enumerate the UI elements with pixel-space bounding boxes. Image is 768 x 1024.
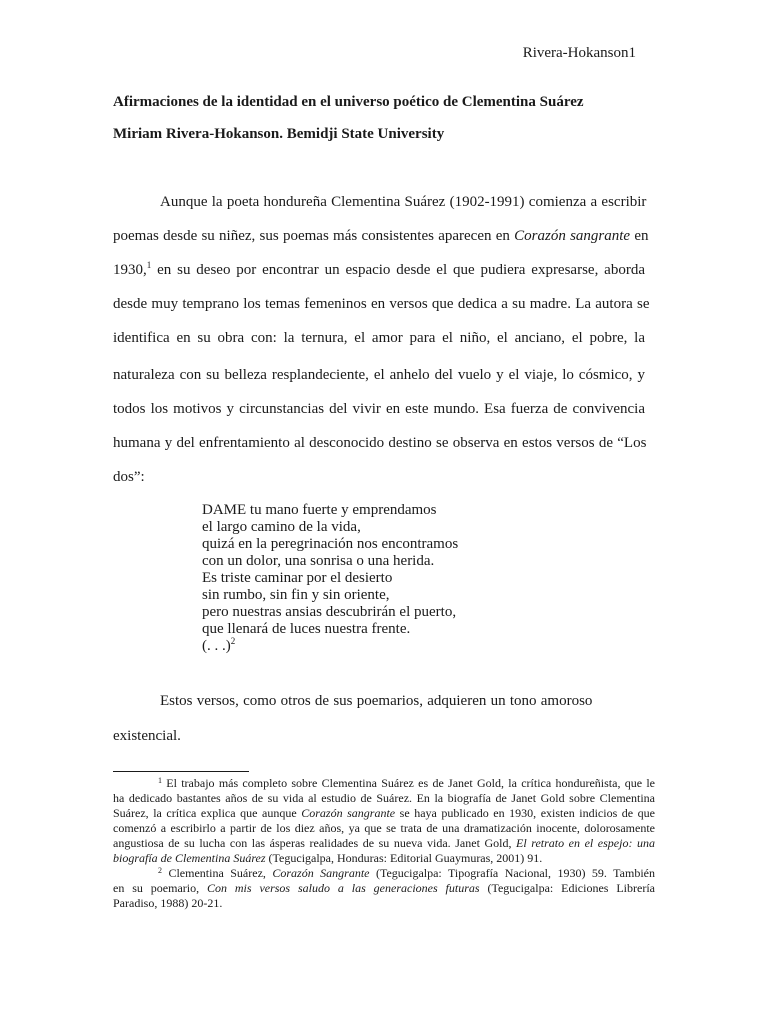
footnote-line: comenzó a escribirlo a partir de los diez años, ya que se trata de una dramatización inocente, dolorosamente [113, 821, 655, 835]
poem-line: sin rumbo, sin fin y sin oriente, [202, 587, 390, 603]
poem-line: DAME tu mano fuerte y emprendamos [202, 502, 437, 518]
ellipsis-text: (. . .) [202, 638, 231, 654]
book-title-italic: El retrato en el espejo: una [516, 836, 655, 850]
book-title-italic: Corazón Sangrante [272, 866, 370, 880]
text-line [113, 227, 649, 245]
footnote-ref-1[interactable]: 1 [146, 260, 152, 270]
text-line: naturaleza con su belleza resplandeciente, el anhelo del vuelo y el viaje, lo cósmico, y [113, 367, 645, 383]
footnote-line [113, 776, 655, 791]
article-title: Afirmaciones de la identidad en el universo poético de Clementina Suárez [113, 94, 584, 110]
poem-quote [202, 502, 458, 655]
text-line: existencial. [113, 728, 181, 744]
footnote-ref-2[interactable]: 2 [230, 636, 236, 646]
footnote-line [113, 806, 655, 821]
book-title-italic: Corazón sangrante [514, 228, 631, 244]
poem-line: pero nuestras ansias descubrirán el puerto, [202, 604, 457, 620]
book-title-italic: Con mis versos saludo a las generaciones futuras [206, 881, 480, 895]
poem-ellipsis [202, 638, 458, 655]
text-line: humana y del enfrentamiento al desconocido destino se observa en estos versos de “Los [113, 435, 647, 451]
footnote-line [113, 836, 655, 851]
poem-line: que llenará de luces nuestra frente. [202, 621, 411, 637]
text-run: 1930, [113, 262, 147, 278]
footnote-line [113, 881, 655, 896]
running-header: Rivera-Hokanson1 [522, 45, 636, 61]
book-title-italic: Corazón sangrante [301, 806, 396, 820]
footnote-line [113, 866, 655, 881]
author-affiliation: Miriam Rivera-Hokanson. Bemidji State University [113, 126, 445, 142]
text-run: Clementina Suárez, [162, 866, 273, 880]
text-line: dos”: [113, 469, 145, 485]
poem-line: el largo camino de la vida, [202, 519, 361, 535]
text-run: poemas desde su niñez, sus poemas más consistentes aparecen en [113, 228, 515, 244]
footnote-number: 1 [158, 776, 162, 785]
footnote-line: Paradiso, 1988) 20-21. [113, 896, 223, 910]
text-run: (Tegucigalpa, Honduras: Editorial Guaymuras, 2001) 91. [265, 851, 543, 865]
text-run: Suárez, la crítica explica que aunque [113, 806, 302, 820]
text-line: Aunque la poeta hondureña Clementina Suárez (1902-1991) comienza a escribir [160, 194, 647, 210]
poem-line: quizá en la peregrinación nos encontramos [202, 536, 459, 552]
poem-line: Es triste caminar por el desierto [202, 570, 393, 586]
footnote-line [113, 851, 542, 866]
footnote-line: ha dedicado bastantes años de su vida al estudio de Suárez. En la biografía de Janet Gold sobre Clementina [113, 791, 655, 805]
poem-line: con un dolor, una sonrisa o una herida. [202, 553, 435, 569]
text-line: identifica en su obra con: la ternura, el amor para el niño, el anciano, el pobre, la [113, 330, 645, 346]
text-run: se haya publicado en 1930, existen indicios de que [395, 806, 656, 820]
text-line: todos los motivos y circunstancias del vivir en este mundo. Esa fuerza de convivencia [113, 401, 645, 417]
text-run: en [630, 228, 649, 244]
book-title-italic: biografía de Clementina Suárez [113, 851, 266, 865]
text-run: (Tegucigalpa: Ediciones Librería [479, 881, 655, 895]
text-run: en su deseo por encontrar un espacio desde el que pudiera expresarse, aborda [151, 262, 645, 278]
text-line [113, 261, 645, 279]
text-run: en su poemario, [113, 881, 207, 895]
footnote-number: 2 [158, 866, 162, 875]
text-run: angustiosa de su lucha con las ásperas realidades de su nueva vida. Janet Gold, [113, 836, 517, 850]
text-run: El trabajo más completo sobre Clementina Suárez es de Janet Gold, la crítica hondureñista, que le [162, 776, 655, 790]
footnote-separator [113, 771, 249, 772]
text-run: (Tegucigalpa: Tipografía Nacional, 1930) 59. También [369, 866, 655, 880]
text-line: Estos versos, como otros de sus poemarios, adquieren un tono amoroso [160, 693, 593, 709]
text-line: desde muy temprano los temas femeninos en versos que dedica a su madre. La autora se [113, 296, 650, 312]
